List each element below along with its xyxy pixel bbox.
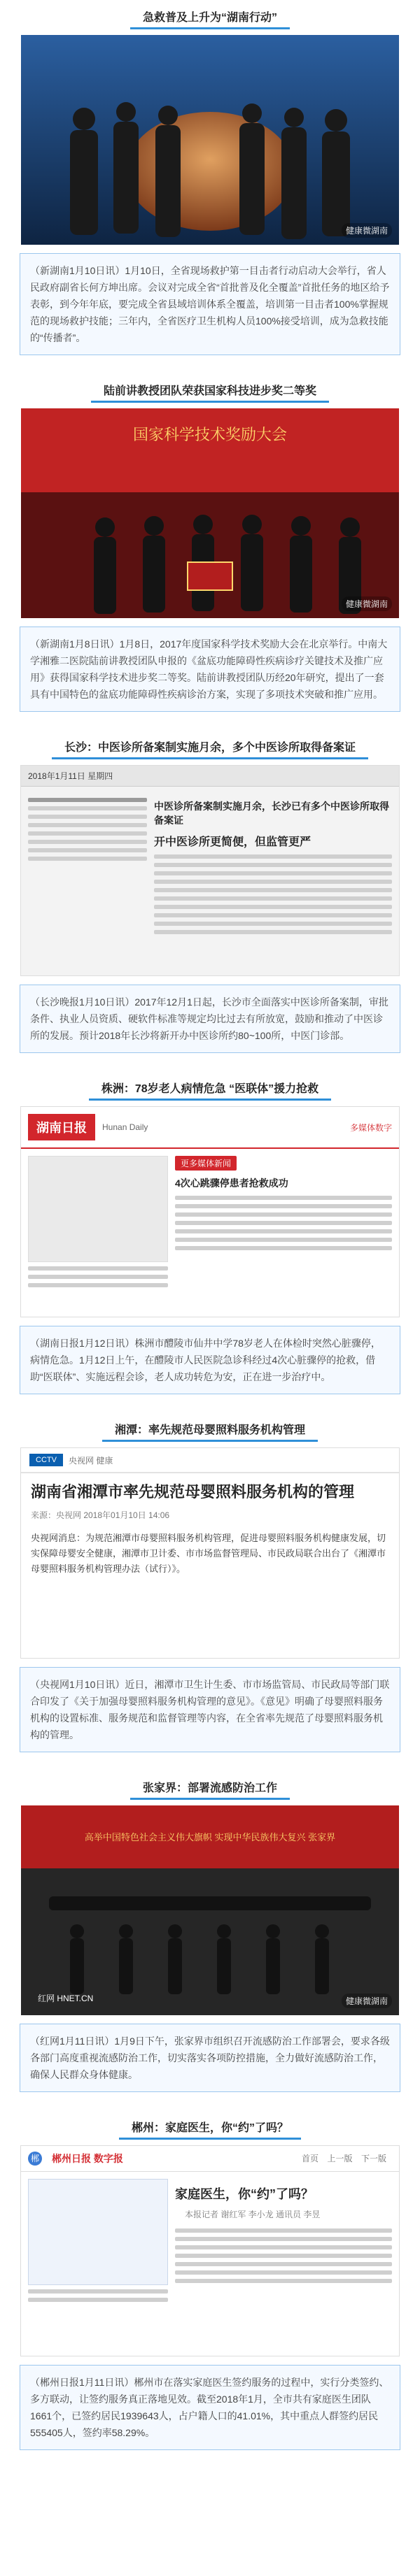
photo-award [21, 408, 399, 618]
caption-box [20, 1326, 400, 1394]
launch-globe [126, 112, 294, 231]
section-5 [0, 1412, 420, 1752]
heading-text: 长沙：中医诊所备案制实施月余，多个中医诊所取得备案证 [52, 736, 368, 759]
paper-logo-icon: 郴 [28, 2152, 42, 2166]
caption-text: （红网1月11日讯）1月9日下午，张家界市组织召开流感防治工作部署会，要求各级各部门高度重视流感防治工作，切实落实各项防控措施，全力做好流感防治工作，确保人民群众身体健康。 [30, 2035, 390, 2080]
section-1 [0, 0, 420, 355]
award-scene [21, 408, 399, 618]
paper-header: 2018年1月11日 星期四 [21, 766, 399, 787]
caption-box [20, 627, 400, 712]
source-mark: 红网 HNET.CN [38, 1994, 94, 2003]
paper-tag: 多媒体数字 [349, 1122, 392, 1133]
section-heading [0, 0, 420, 35]
section-heading [0, 730, 420, 765]
section-3 [0, 730, 420, 1053]
caption-box [20, 2024, 400, 2092]
cctv-article-text: 央视网消息：为规范湘潭市母婴照料服务机构管理，促进母婴照料服务机构健康发展，切实保障母婴安全健康，湘潭市卫计委、市市场监督管理局、市民政局联合出台了《湘潭市母婴照料服务机构管理办法（试行）》。 [31, 1533, 386, 1574]
front-page-thumbnail [28, 1156, 168, 1262]
paper-title: 中医诊所备案制实施月余，长沙已有多个中医诊所取得备案证 [154, 801, 389, 826]
caption-box [20, 253, 400, 355]
section-heading [0, 1412, 420, 1447]
section-4 [0, 1071, 420, 1394]
caption-box [20, 985, 400, 1053]
watermark: 健康微湖南 [342, 596, 392, 611]
tab-home[interactable]: 首页 [302, 2154, 319, 2163]
paper-header: 郴州日报 数字报 [52, 2153, 123, 2164]
section-heading [0, 373, 420, 408]
page-thumbnail [28, 2179, 168, 2285]
meeting-scene [21, 35, 399, 245]
caption-text: （央视网1月10日讯）近日，湘潭市卫生计生委、市市场监管局、市民政局等部门联合印发了《关于加强母婴照料服务机构管理的意见》。《意见》明确了母婴照料服务机构的设置标准、服务规范和监督管理等内容，在全省率先规范了母婴照料服务机构的管理。 [30, 1679, 390, 1740]
section-6 [0, 1770, 420, 2092]
cctv-logo: CCTV [29, 1454, 63, 1466]
heading-text: 急救普及上升为“湖南行动” [130, 6, 290, 29]
heading-text: 郴州：家庭医生，你“约”了吗？ [119, 2116, 301, 2140]
caption-text: （新湖南1月8日讯）1月8日，2017年度国家科学技术奖励大会在北京举行。中南大学湘雅二医院陆前讲教授团队申报的《盆底功能障碍性疾病诊疗关键技术及推广应用》获得国家科学技术进步奖二等奖。陆前讲教授团队历经20年研究，提出了一套具有中国特色的盆底功能障碍性疾病诊治方案，实现了多项技术突破和推广应用。 [30, 638, 388, 700]
heading-text: 陆前讲教授团队荣获国家科技进步奖二等奖 [91, 379, 329, 403]
heading-text: 湘潭：率先规范母婴照料服务机构管理 [102, 1418, 318, 1442]
caption-text: （湖南日报1月12日讯）株洲市醴陵市仙井中学78岁老人在体检时突然心脏骤停，病情危急。1月12日上午，在醴陵市人民医院急诊科经过4次心脏骤停的抢救，借助“医联体”、实施远程会诊，老人成功转危为安，正在进一步治疗中。 [30, 1338, 381, 1382]
paper-logo: 湖南日报 [28, 1114, 95, 1140]
related-news-link[interactable]: 更多媒体新闻 [175, 1156, 237, 1171]
section-heading [0, 2110, 420, 2145]
chenzhou-daily [20, 2145, 400, 2356]
cctv-title: 湖南省湘潭市率先规范母婴照料服务机构的管理 [31, 1483, 355, 1501]
paper-title: 家庭医生，你“约”了吗？ [175, 2187, 314, 2201]
hunan-daily [20, 1106, 400, 1317]
award-certificate [188, 562, 232, 590]
photo-meeting [21, 35, 399, 245]
cctv-subbrand: 央视网 健康 [69, 1455, 113, 1466]
section-heading [0, 1770, 420, 1805]
paper-logo-en: Hunan Daily [102, 1122, 148, 1132]
caption-text: （长沙晚报1月10日讯）2017年12月1日起，长沙市全面落实中医诊所备案制，审批条件、执业人员资质、硬软件标准等规定均比过去有所放宽，鼓励和推动了中医诊所的发展。预计2018年长沙将新开办中医诊所约80~100所，中医门诊部。 [30, 996, 388, 1041]
tab-prev[interactable]: 上一版 [327, 2154, 353, 2163]
newspaper-clip [20, 765, 400, 976]
section-2 [0, 373, 420, 712]
paper-meta: 本报记者 谢红军 李小龙 通讯员 李昱 [185, 2210, 321, 2219]
cctv-meta: 来源：央视网 2018年01月10日 14:06 [31, 1510, 170, 1520]
meeting-room [21, 1805, 399, 2015]
photo-flu-meeting [21, 1805, 399, 2015]
banner-text: 高举中国特色社会主义伟大旗帜 实现中华民族伟大复兴 张家界 [84, 1832, 336, 1842]
watermark: 健康微湖南 [342, 1994, 392, 2008]
heading-text: 张家界：部署流感防治工作 [130, 1776, 290, 1800]
watermark: 健康微湖南 [342, 223, 392, 238]
caption-text: （新湖南1月10日讯）1月10日，全省现场救护第一目击者行动启动大会举行，省人民政府副省长何方坤出席。会议对完成全省“首批普及化全覆盖”首批任务的地区给予表彰，到今年年底，要完成全省县域培训体系全覆盖，培训第一目击者100%掌握规范的现场救护技能；三年内，全省医疗卫生机构人员100%接受培训，成为急救技能的“传播者”。 [30, 265, 390, 343]
banner-text: 国家科学技术奖励大会 [132, 426, 288, 443]
caption-box [20, 1667, 400, 1752]
tab-next[interactable]: 下一版 [360, 2154, 386, 2163]
heading-text: 株洲：78岁老人病情危急 “医联体”援力抢救 [89, 1077, 331, 1101]
caption-box [20, 2365, 400, 2450]
paper-headline: 4次心跳骤停患者抢救成功 [175, 1178, 288, 1189]
section-7 [0, 2110, 420, 2450]
caption-text: （郴州日报1月11日讯）郴州市在落实家庭医生签约服务的过程中，实行分类签约、多方联动，让签约服务真正落地见效。截至2018年1月，全市共有家庭医生团队1661个，已签约居民1939643人，占户籍人口的41.01%，其中重点人群签约居民555405人，签约率58.29%。 [30, 2377, 389, 2438]
paper-subtitle: 开中医诊所更简便，但监管更严 [154, 836, 312, 848]
section-heading [0, 1071, 420, 1106]
cctv-article [20, 1447, 400, 1659]
